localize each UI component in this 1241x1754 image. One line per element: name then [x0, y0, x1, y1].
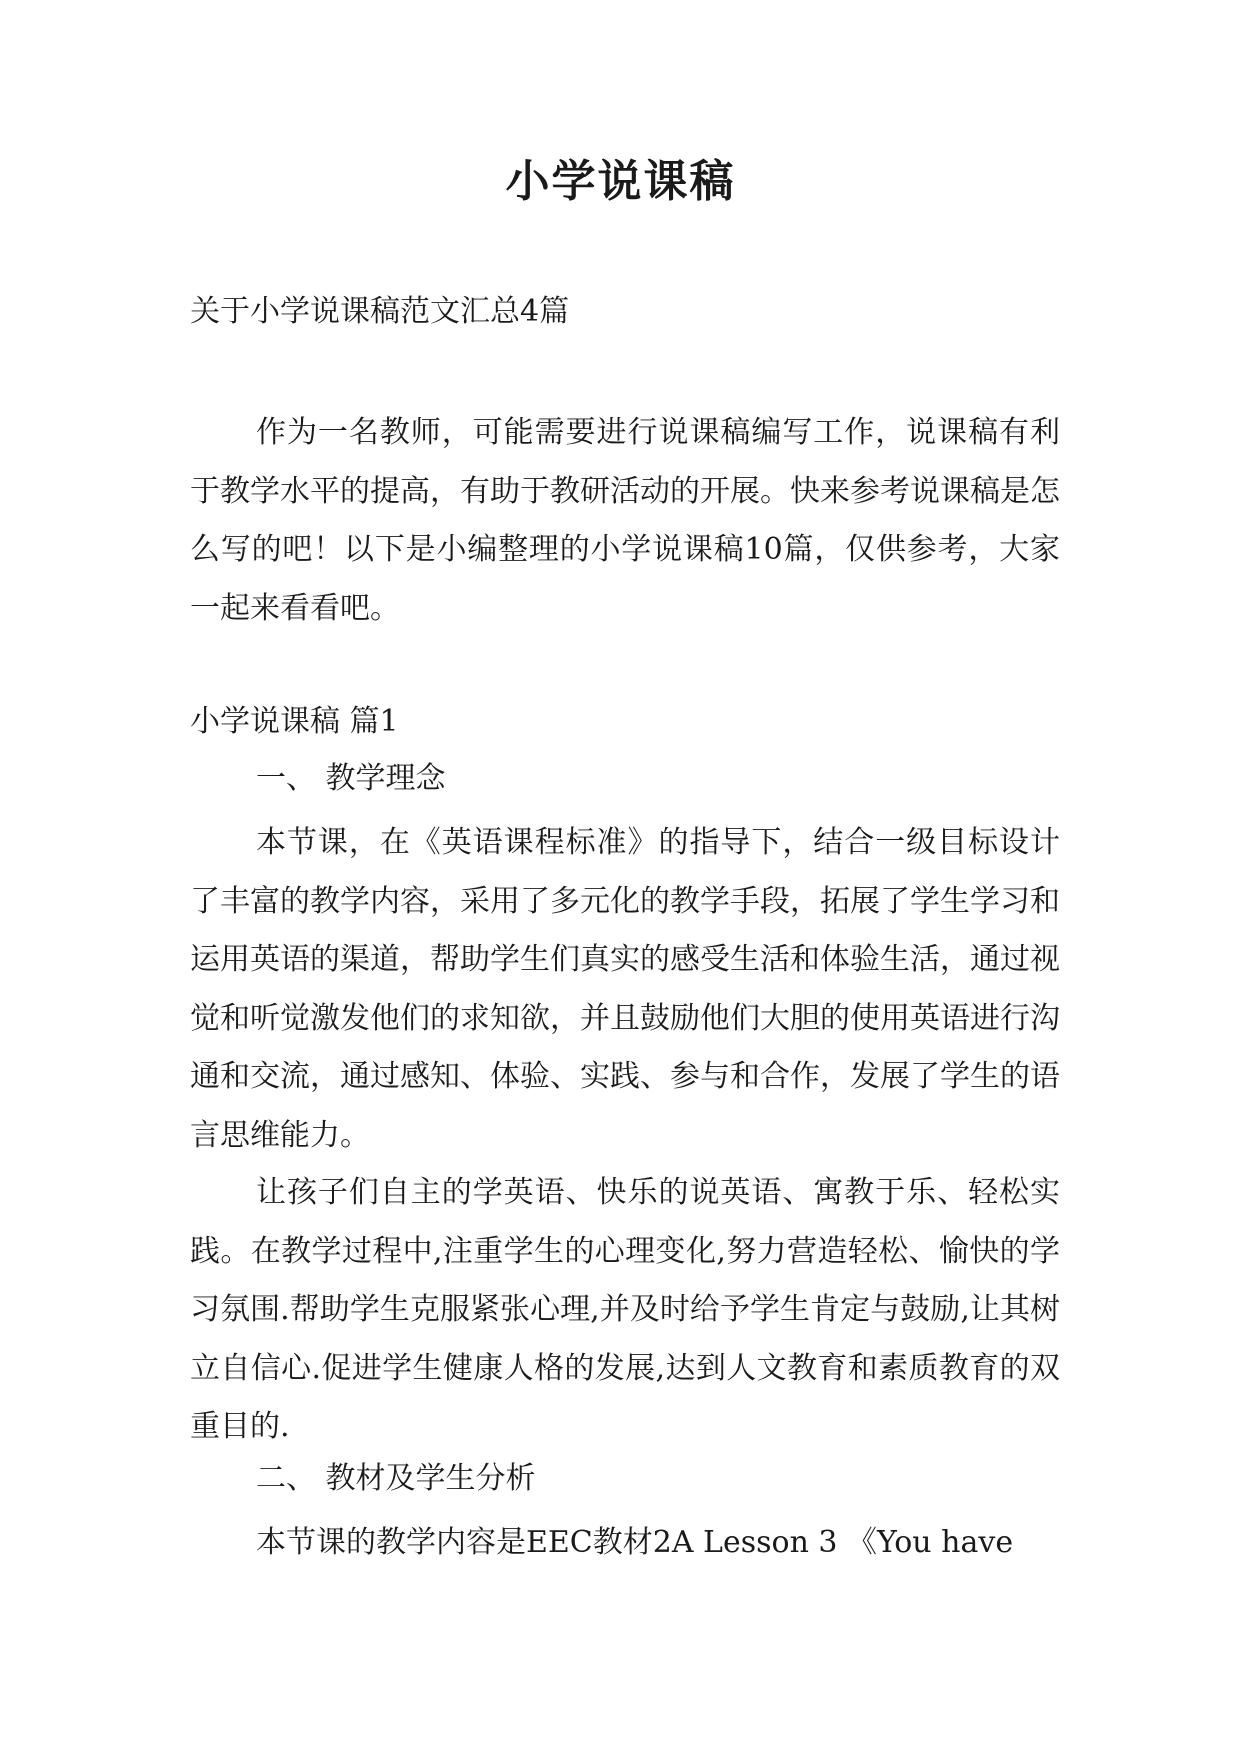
intro-paragraph: 作为一名教师，可能需要进行说课稿编写工作，说课稿有利于教学水平的提高，有助于教研活动的开展。快来参考说课稿是怎么写的吧！以下是小编整理的小学说课稿10篇，仅供参考，大家一起来看看吧。: [190, 415, 1060, 626]
paragraph-teaching-philosophy-1: 本节课，在《英语课程标准》的指导下，结合一级目标设计了丰富的教学内容，采用了多元化的教学手段，拓展了学生学习和运用英语的渠道，帮助学生们真实的感受生活和体验生活，通过视觉和听觉激发他们的求知欲，并且鼓励他们大胆的使用英语进行沟通和交流，通过感知、体验、实践、参与和合作，发展了学生的语言思维能力。: [190, 825, 1060, 1153]
heading-teaching-philosophy: 一、 教学理念: [256, 761, 446, 796]
document-title: 小学说课稿: [505, 156, 736, 207]
paragraph-material-analysis: 本节课的教学内容是EEC教材2A Lesson 3 《You have: [256, 1525, 1014, 1560]
paragraph-teaching-philosophy-2: 让孩子们自主的学英语、快乐的说英语、寓教于乐、轻松实践。在教学过程中,注重学生的心理变化,努力营造轻松、愉快的学习氛围.帮助学生克服紧张心理,并及时给予学生肯定与鼓励,让其树立自信心.促进学生健康人格的发展,达到人文教育和素质教育的双重目的.: [190, 1175, 1060, 1444]
heading-material-analysis: 二、 教材及学生分析: [256, 1461, 536, 1496]
section-title: 小学说课稿 篇1: [190, 704, 399, 739]
document-subtitle: 关于小学说课稿范文汇总4篇: [190, 294, 570, 329]
